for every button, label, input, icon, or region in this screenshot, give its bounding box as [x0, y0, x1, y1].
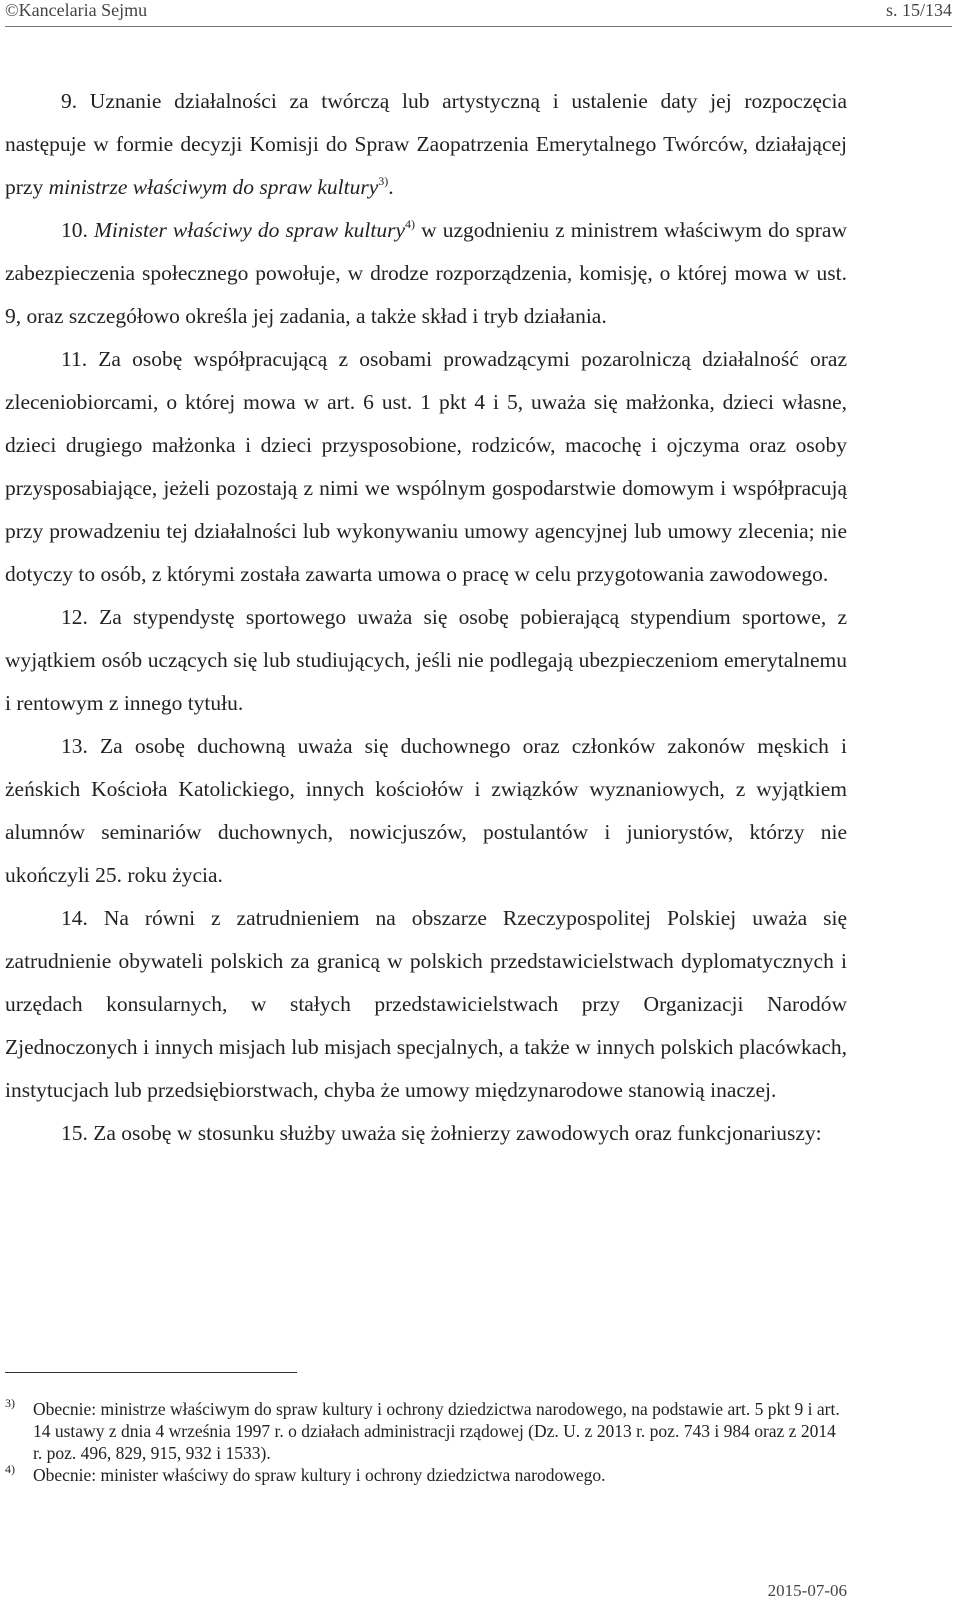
footnote-text: Obecnie: minister właściwy do spraw kultury i ochrony dziedzictwa narodowego. [33, 1465, 606, 1485]
paragraph-13: 13. Za osobę duchowną uważa się duchownego oraz członków zakonów męskich i żeńskich Kościoła Katolickiego, innych kościołów i związków wyznaniowych, z wyjątkiem alumnów seminariów duchownych, nowicjuszów, postulantów i juniorystów, którzy nie ukończyli 25. roku życia. [5, 734, 847, 887]
footnote-ref-3: 3) [378, 174, 389, 188]
page-header [5, 0, 952, 27]
footnotes [5, 1398, 847, 1486]
paragraph-10 [5, 209, 847, 338]
document-date: 2015-07-06 [767, 1581, 847, 1600]
header-publisher: ©Kancelaria Sejmu [5, 0, 148, 20]
header-page-number: s. 15/134 [885, 0, 952, 20]
paragraph-12: 12. Za stypendystę sportowego uważa się osobę pobierającą stypendium sportowe, z wyjątkiem osób uczących się lub studiujących, jeśli nie podlegają ubezpieczeniom emerytalnemu i rentowym z innego tytułu. [5, 605, 847, 715]
paragraph-10-italic: Minister właściwy do spraw kultury [93, 218, 406, 242]
footnote-number: 4) [5, 1462, 15, 1476]
paragraph-15: 15. Za osobę w stosunku służby uważa się żołnierzy zawodowych oraz funkcjonariuszy: [61, 1121, 822, 1145]
paragraph-9-tail: . [388, 175, 394, 199]
paragraph-9-text: 9. Uznanie działalności za twórczą lub artystyczną i ustalenie daty jej rozpoczęcia następuje w formie decyzji Komisji do Spraw Zaopatrzenia Emerytalnego Twórców, działającej przy [5, 89, 847, 199]
paragraph-11: 11. Za osobę współpracującą z osobami prowadzącymi pozarolniczą działalność oraz zleceniobiorcami, o której mowa w art. 6 ust. 1 pkt 4 i 5, uważa się małżonka, dzieci własne, dzieci drugiego małżonka i dzieci przysposobione, rodziców, macochę i ojczyma oraz osoby przysposabiające, jeżeli pozostają z nimi we wspólnym gospodarstwie domowym i współpracują przy prowadzeniu tej działalności lub wykonywaniu umowy agencyjnej lub umowy zlecenia; nie dotyczy to osób, z którymi została zawarta umowa o pracę w celu przygotowania zawodowego. [5, 347, 847, 586]
footnote-4 [5, 1464, 847, 1486]
document-body [5, 80, 847, 1155]
footnote-ref-4: 4) [405, 217, 416, 231]
footnote-divider [5, 1372, 297, 1373]
paragraph-9 [5, 80, 847, 209]
paragraph-10-num: 10. [61, 218, 94, 242]
footnote-number: 3) [5, 1396, 15, 1410]
paragraph-14: 14. Na równi z zatrudnieniem na obszarze Rzeczypospolitej Polskiej uważa się zatrudnienie obywateli polskich za granicą w polskich przedstawicielstwach dyplomatycznych i urzędach konsularnych, w stałych przedstawicielstwach przy Organizacji Narodów Zjednoczonych i innych misjach lub misjach specjalnych, a także w innych polskich placówkach, instytucjach lub przedsiębiorstwach, chyba że umowy międzynarodowe stanowią inaczej. [5, 906, 847, 1102]
paragraph-10-tail: w uzgodnieniu z ministrem właściwym do spraw zabezpieczenia społecznego powołuje, w drodze rozporządzenia, komisję, o której mowa w ust. 9, oraz szczegółowo określa jej zadania, a także skład i tryb działania. [5, 218, 848, 328]
footnote-text: Obecnie: ministrze właściwym do spraw kultury i ochrony dziedzictwa narodowego, na podstawie art. 5 pkt 9 i art. 14 ustawy z dnia 4 września 1997 r. o działach administracji rządowej (Dz. U. z 2013 r. poz. 743 i 984 oraz z 2014 r. poz. 496, 829, 915, 932 i 1533). [33, 1399, 840, 1463]
footnote-3 [5, 1398, 847, 1464]
paragraph-9-italic: ministrze właściwym do spraw kultury [48, 175, 379, 199]
